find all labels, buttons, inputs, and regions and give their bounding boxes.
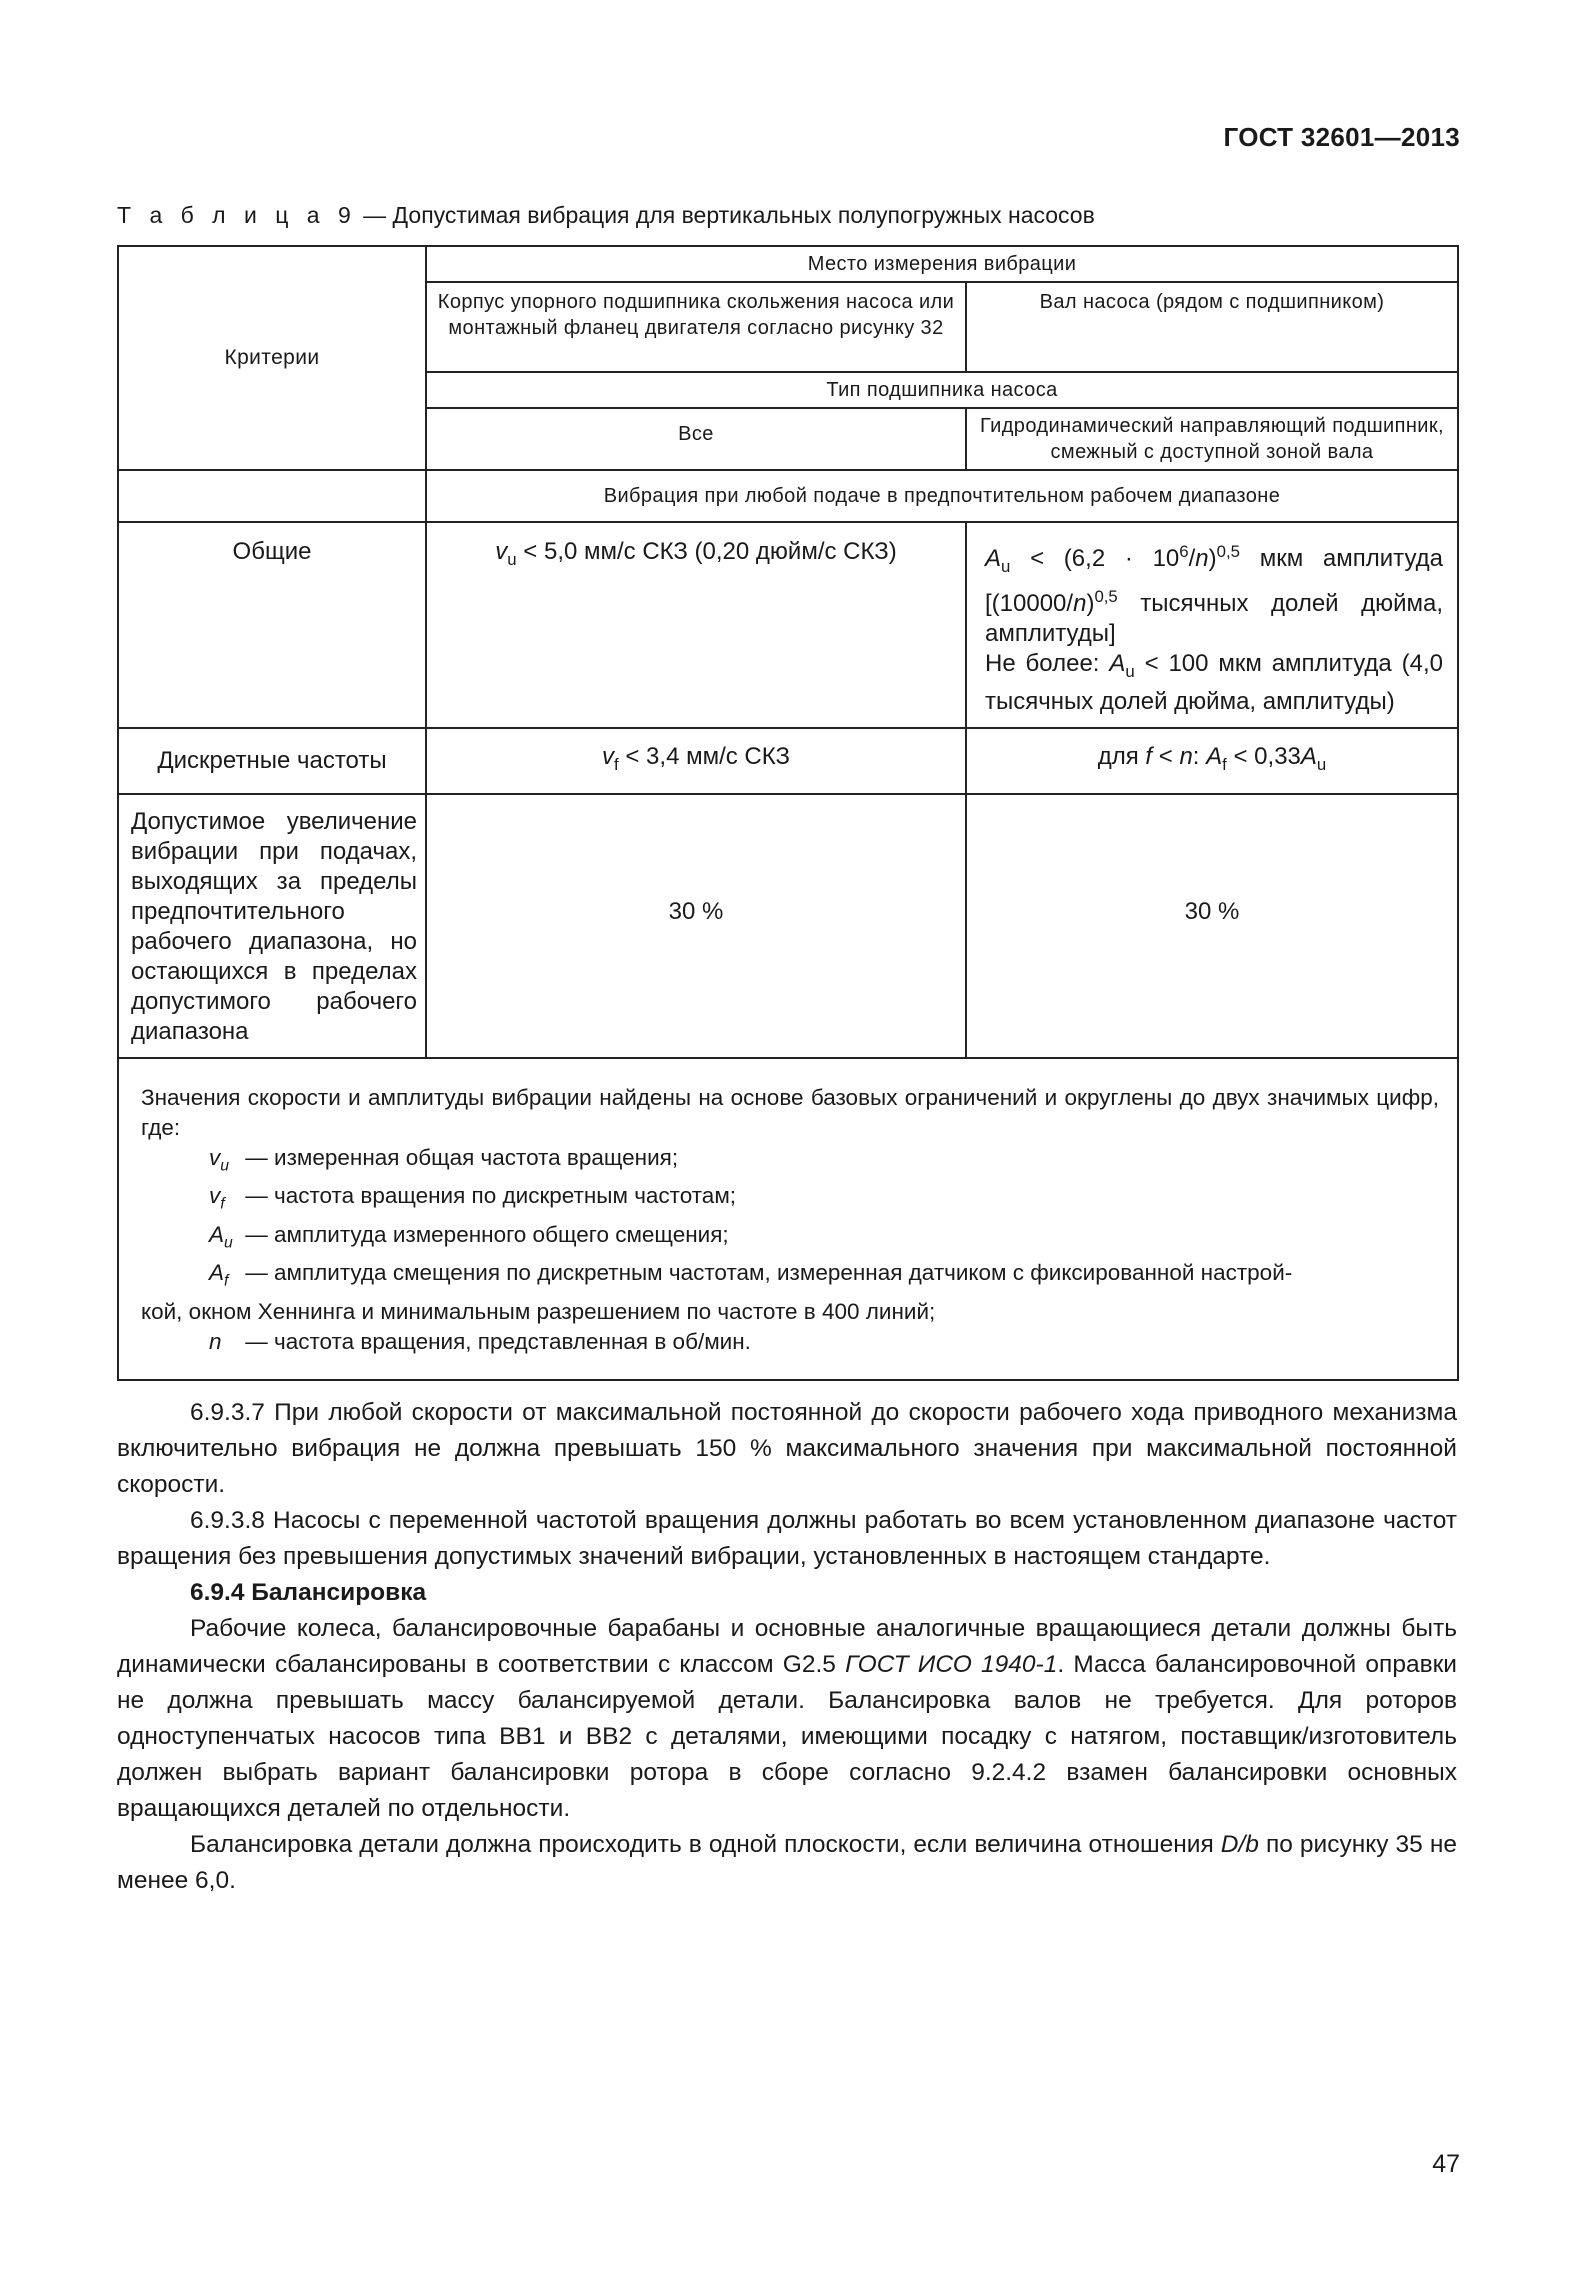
empty-cell	[118, 470, 426, 522]
row-discrete-col1: $v_f < 3,4$ мм/с СКЗ	[426, 728, 966, 794]
measurement-place-header: Место измерения вибрации	[426, 246, 1458, 282]
paragraph-6-9-3-7: 6.9.3.7 При любой скорости от максимальной постоянной до скорости рабочего хода приводного механизма включительно вибрация не должна превышать 150 % максимального значения при максимальной постоянной скорости.	[117, 1399, 1457, 1498]
any-flow-header: Вибрация при любой подаче в предпочтительном рабочем диапазоне	[426, 470, 1458, 522]
table-caption-prefix: Т а б л и ц а 9	[117, 202, 357, 228]
note-wrap-line: кой, окном Хеннинга и минимальным разрешением по частоте в 400 линий;	[141, 1298, 936, 1324]
note-item: n — частота вращения, представленная в об/мин.	[209, 1328, 751, 1354]
col2-header: Вал насоса (рядом с подшипником)	[966, 282, 1458, 372]
note-item: $A_f$ — амплитуда смещения по дискретным частотам, измеренная датчиком с фиксированной настрой-	[209, 1260, 1293, 1290]
col1-header: Корпус упорного подшипника скольжения насоса или монтажный фланец двигателя согласно рисунку 32	[426, 282, 966, 372]
table-caption-text: — Допустимая вибрация для вертикальных полупогружных насосов	[356, 202, 1095, 228]
page-number: 47	[1432, 2150, 1460, 2178]
table-caption	[117, 202, 1095, 229]
paragraph-6-9-3-8: 6.9.3.8 Насосы с переменной частотой вращения должны работать во всем установленном диапазоне частот вращения без превышения допустимых значений вибрации, установленных в настоящем стандарте.	[117, 1507, 1457, 1570]
paragraph-balancing-plane: Балансировка детали должна происходить в одной плоскости, если величина отношения D/b по рисунку 35 не менее 6,0.	[117, 1831, 1457, 1894]
row-increase-col1: 30 %	[426, 794, 966, 1058]
col2-bearing: Гидродинамический направляющий подшипник, смежный с доступной зоной вала	[966, 408, 1458, 470]
col1-bearing: Все	[426, 408, 966, 470]
row-increase-col2: 30 %	[966, 794, 1458, 1058]
note-item: $v_u$ — измеренная общая частота вращения;	[209, 1144, 679, 1175]
row-general-label: Общие	[118, 522, 426, 728]
table-notes	[118, 1058, 1458, 1381]
note-item: $v_f$ — частота вращения по дискретным частотам;	[209, 1183, 737, 1213]
standard-reference: ГОСТ ИСО 1940-1	[845, 1651, 1058, 1678]
row-general-col2: $A_u < (6,2 \cdot 10^6/n)^{0,5}$ мкм амплитуда [$(10000/n)^{0,5}$ тысячных долей дюйма, амплитуды] Не более: $A_u < 100$ мкм амплитуда (4,0 тысячных долей дюйма, амплитуды)	[966, 522, 1458, 728]
row-increase-label: Допустимое увеличение вибрации при подачах, выходящих за пределы предпочтительного рабочего диапазона, но остающихся в пределах допустимого рабочего диапазона	[118, 794, 426, 1058]
document-code: ГОСТ 32601—2013	[1223, 122, 1460, 152]
paragraph-balancing: Рабочие колеса, балансировочные барабаны и основные аналогичные вращающиеся детали должны быть динамически сбалансированы в соответствии с классом G2.5 ГОСТ ИСО 1940-1. Масса балансировочной оправки не должна превышать массу балансируемой детали. Балансировка валов не требуется. Для роторов одноступенчатых насосов типа ВВ1 и ВВ2 с деталями, имеющими посадку с натягом, поставщик/изготовитель должен выбрать вариант балансировки ротора в сборе согласно 9.2.4.2 взамен балансировки основных вращающихся деталей по отдельности.	[117, 1615, 1457, 1822]
note-item: $A_u$ — амплитуда измеренного общего смещения;	[209, 1221, 729, 1252]
vibration-table	[117, 245, 1459, 1381]
section-heading-6-9-4: 6.9.4 Балансировка	[190, 1579, 427, 1606]
criteria-header: Критерии	[118, 246, 426, 470]
row-discrete-label: Дискретные частоты	[118, 728, 426, 794]
row-discrete-col2: для f < n: $A_f < 0,33A_u$	[966, 728, 1458, 794]
bearing-type-header: Тип подшипника насоса	[426, 372, 1458, 408]
note-intro: Значения скорости и амплитуды вибрации найдены на основе базовых ограничений и округлены до двух значимых цифр, где:	[141, 1084, 1439, 1140]
row-general-col1: $v_u < 5,0$ мм/с СКЗ (0,20 дюйм/с СКЗ)	[426, 522, 966, 728]
